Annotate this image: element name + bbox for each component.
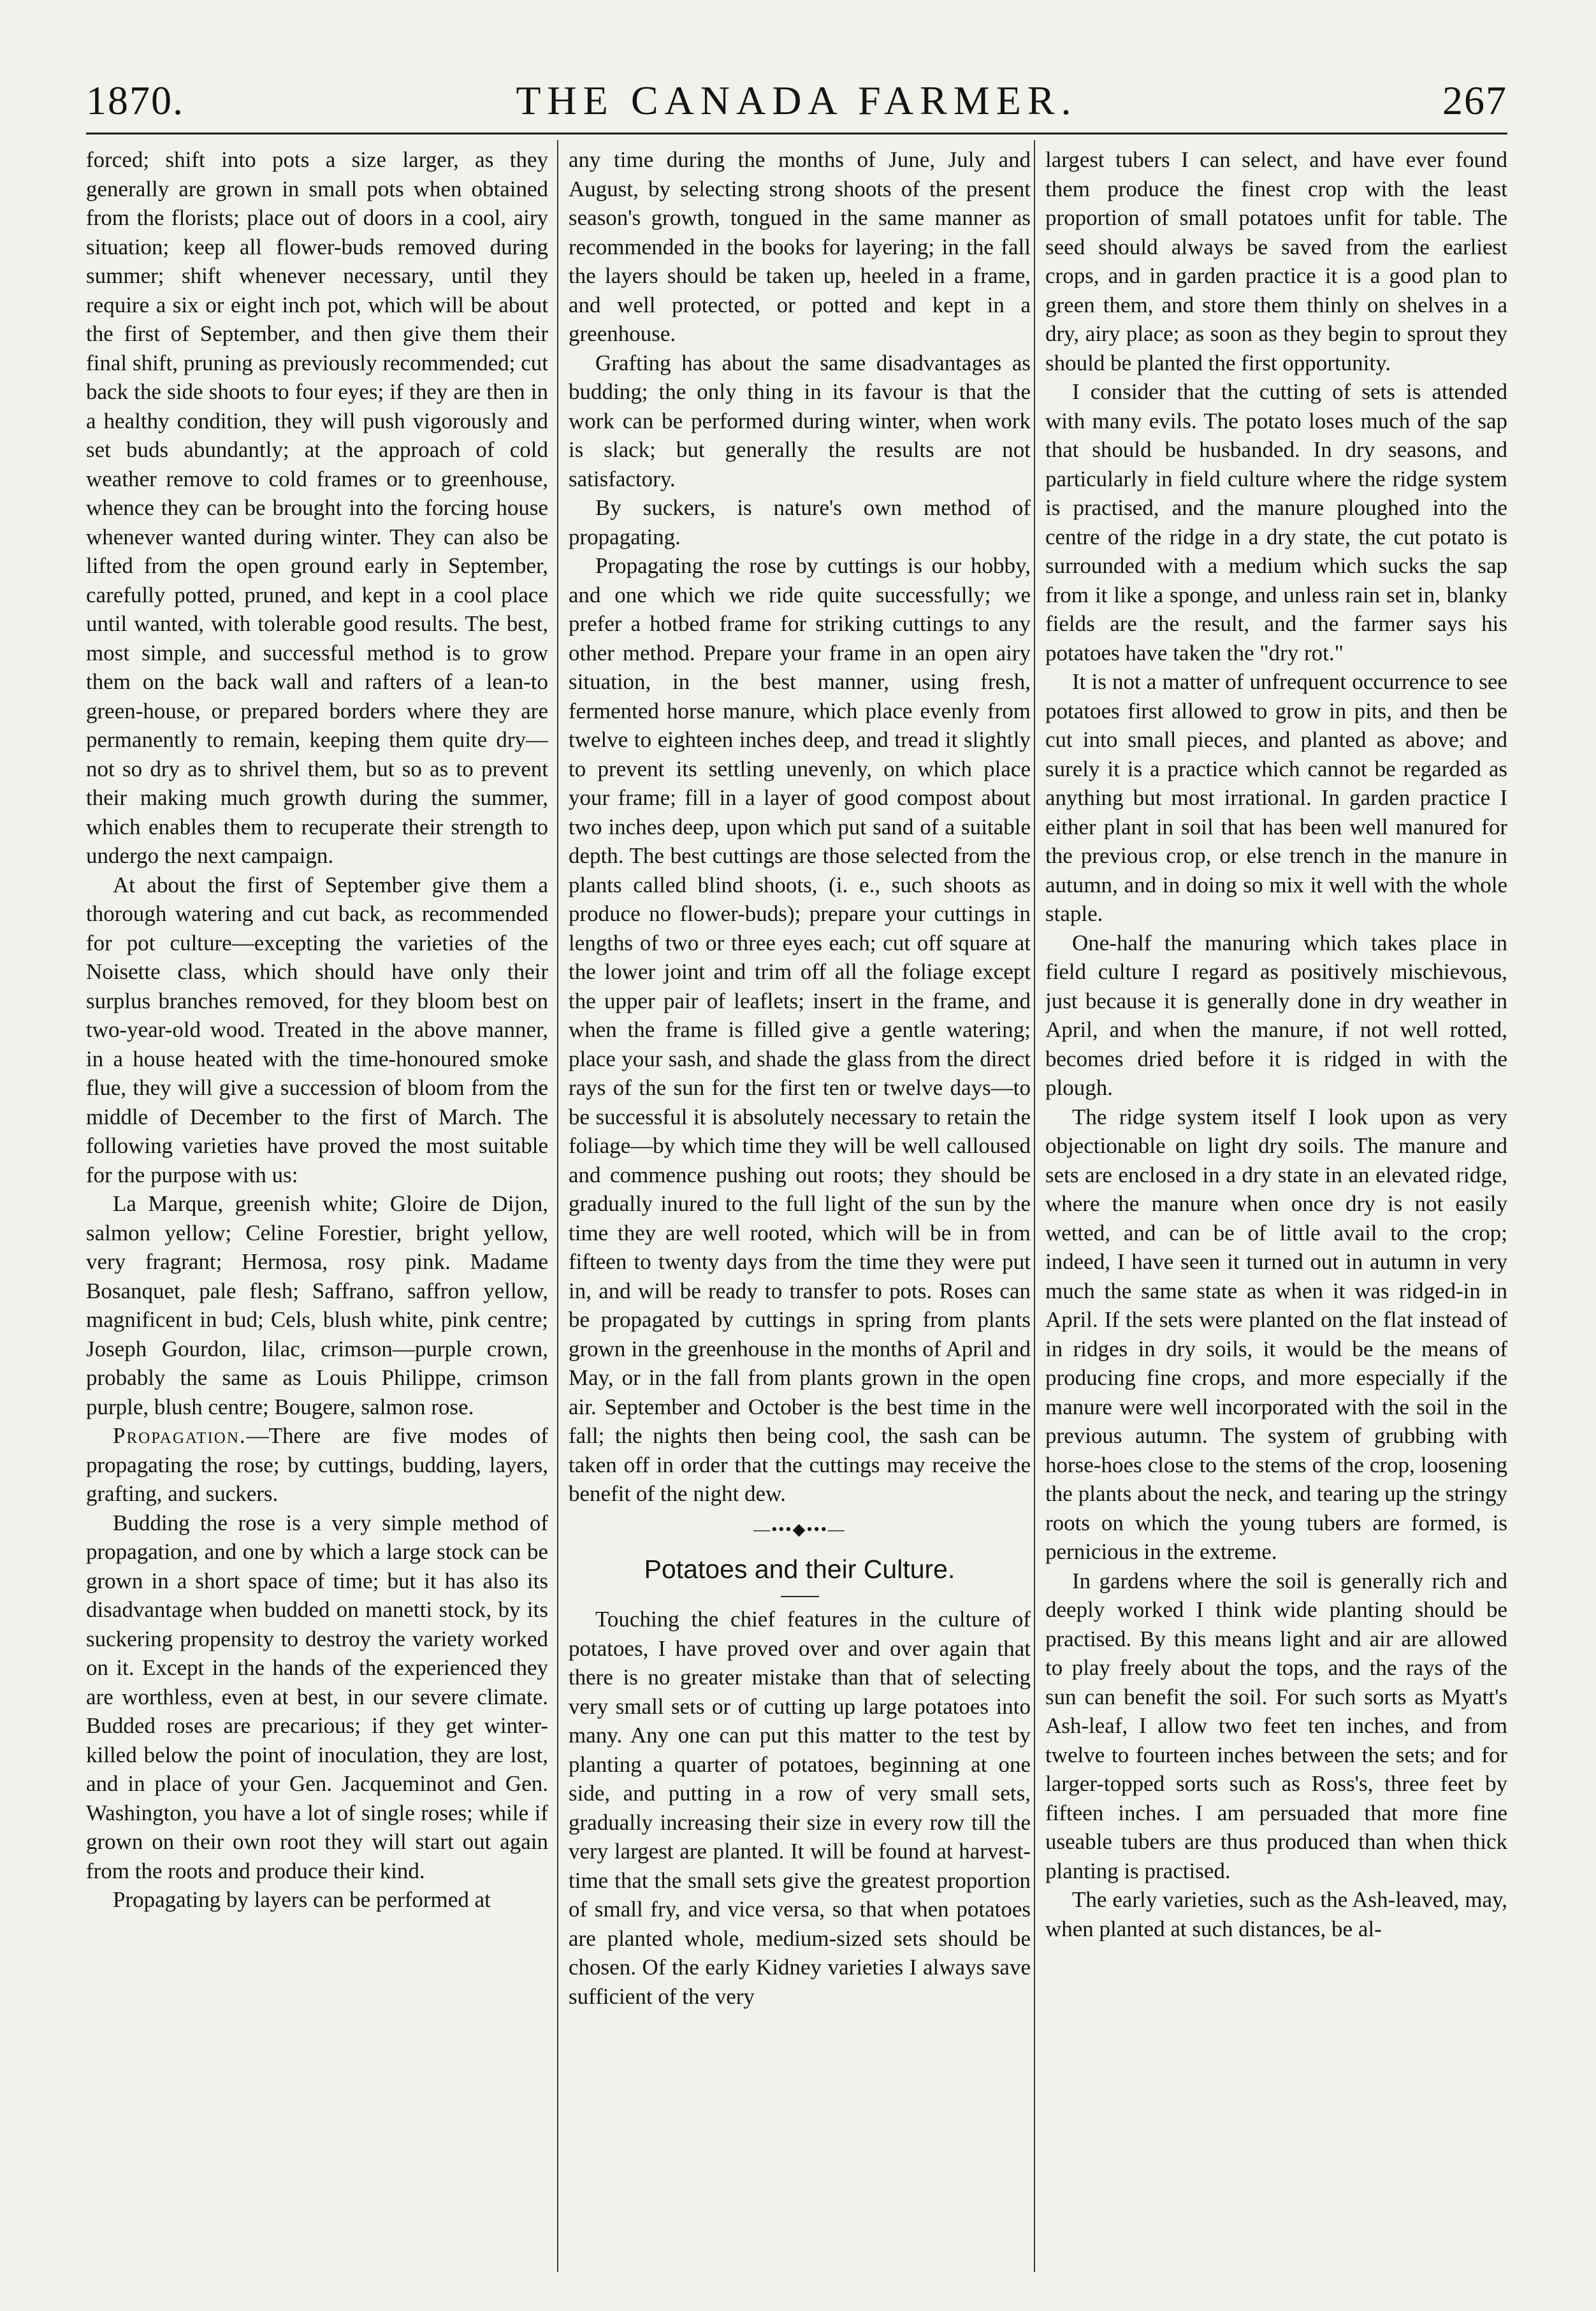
page-number: 267 — [1442, 78, 1507, 123]
paragraph: Budding the rose is a very simple method of propagation, and one by which a large stock can be grown in a short space of time; but it has also its disadvantage when budded on manetti stock, by its suckering propensity to destroy the variety worked on it. Except in the hands of the experienced they are worthless, even at best, in our severe climate. Budded roses are precarious; if they get winter-killed below the point of inoculation, they are lost, and in place of your Gen. Jacqueminot and Gen. Washington, you have a lot of single roses; while if grown on their own root they will start out again from the roots and produce their kind. — [86, 1510, 548, 1883]
column-3 — [1045, 145, 1507, 2268]
paragraph — [86, 1421, 548, 1509]
run-in-heading: Propagation. — [113, 1423, 247, 1448]
paragraph: It is not a matter of unfrequent occurrence to see potatoes first allowed to grow in pits, and then be cut into small pieces, and planted as above; and surely it is a practice which cannot be regarded as anything but most irrational. In garden practice I either plant in soil that has been well manured for the previous crop, or else trench in the manure in autumn, and in doing so mix it well with the whole staple. — [1045, 669, 1507, 926]
paragraph: Propagating the rose by cuttings is our hobby, and one which we ride quite successfully; we prefer a hotbed frame for striking cuttings to any other method. Prepare your frame in an open airy situation, in the best manner, using fresh, fermented horse manure, which place evenly from twelve to eighteen inches deep, and tread it slightly to prevent its settling unevenly, on which place your frame; fill in a layer of good compost about two inches deep, upon which put sand of a suitable depth. The best cuttings are those selected from the plants called blind shoots, (i. e., such shoots as produce no flower-buds); prepare your cuttings in lengths of two or three eyes each; cut off square at the lower joint and trim off all the foliage except the upper pair of leaflets; insert in the frame, and when the frame is filled give a gentle watering; place your sash, and shade the glass from the direct rays of the sun for the first ten or twelve days—to be successful it is absolutely necessary to retain the foliage—by which time they will be well calloused and commence pushing out roots; they should be gradually inured to the full light of the sun by the time they are well rooted, which will be in from fifteen to twenty days from the time they were put in, and will be ready to transfer to pots. Roses can be propagated by cuttings in spring from plants grown in the greenhouse in the months of April and May, or in the fall from plants grown in the open air. September and October is the best time in the fall; the nights then being cool, the sash can be taken off in order that the cuttings may receive the benefit of the night dew. — [569, 553, 1031, 1506]
masthead-title: THE CANADA FARMER. — [516, 78, 1078, 123]
column-divider — [557, 140, 558, 2272]
paragraph: The ridge system itself I look upon as very objectionable on light dry soils. The manure and sets are enclosed in a dry state in an elevated ridge, where the manure when once dry is not easily wetted, and can be of little avail to the crop; indeed, I have seen it turned out in autumn in very much the same state as when it was ridged-in in April. If the sets were planted on the flat instead of in ridges in dry soils, it would be the means of producing fine crops, and more especially if the manure were well incorporated with the soil in the previous autumn. The system of grubbing with horse-hoes close to the stems of the crop, loosening the plants about the neck, and tearing up the stringy roots on which the young tubers are formed, is pernicious in the extreme. — [1045, 1104, 1507, 1564]
section-ornament: —•••◆•••— — [753, 1519, 846, 1539]
paragraph: La Marque, greenish white; Gloire de Dijon, salmon yellow; Celine Forestier, bright yellow, very fragrant; Hermosa, rosy pink. Madame Bosanquet, pale flesh; Saffrano, saffron yellow, magnificent in bud; Cels, blush white, pink centre; Joseph Gourdon, lilac, crimson—purple crown, probably the same as Louis Philippe, crimson purple, blush centre; Bougere, salmon rose. — [86, 1191, 548, 1419]
paragraph: By suckers, is nature's own method of propagating. — [569, 495, 1031, 549]
paragraph: At about the first of September give them a thorough watering and cut back, as recommended for pot culture—excepting the varieties of the Noisette class, which should have only their surplus branches removed, for they bloom best on two-year-old wood. Treated in the above manner, in a house heated with the time-honoured smoke flue, they will give a succession of bloom from the middle of December to the first of March. The following varieties have proved the most suitable for the purpose with us: — [86, 872, 548, 1187]
column-2 — [569, 145, 1031, 2268]
paragraph: largest tubers I can select, and have ever found them produce the finest crop with the least proportion of small potatoes unfit for table. The seed should always be saved from the earliest crops, and in garden practice it is a good plan to green them, and store them thinly on shelves in a dry, airy place; as soon as they begin to sprout they should be planted the first opportunity. — [1045, 147, 1507, 375]
paragraph: Grafting has about the same disadvantages as budding; the only thing in its favour is that the work can be performed during winter, when work is slack; but generally the results are not satisfactory. — [569, 350, 1031, 491]
page-header — [86, 75, 1507, 126]
column-divider — [1034, 140, 1035, 2272]
column-1 — [86, 145, 548, 2268]
heading-rule — [781, 1596, 819, 1597]
paragraph: The early varieties, such as the Ash-leaved, may, when planted at such distances, be al- — [1045, 1887, 1507, 1941]
paragraph: Touching the chief features in the culture of potatoes, I have proved over and over again that there is no greater mistake than that of selecting very small sets or of cutting up large potatoes into many. Any one can put this matter to the test by planting a quarter of potatoes, beginning at one side, and putting in a row of very small sets, gradually increasing their size in every row till the very largest are planted. It will be found at harvest-time that the small sets give the greatest proportion of small fry, and vice versa, so that when potatoes are planted whole, medium-sized sets should be chosen. Of the early Kidney varieties I always save sufficient of the very — [569, 1607, 1031, 2009]
paragraph: I consider that the cutting of sets is attended with many evils. The potato loses much of the sap that should be husbanded. In dry seasons, and particularly in field culture where the ridge system is practised, and the manure ploughed into the centre of the ridge in a dry state, the cut potato is surrounded with a medium which sucks the sap from it like a sponge, and unless rain set in, blanky fields are the result, and the farmer says his potatoes have taken the "dry rot." — [1045, 379, 1507, 665]
paragraph: forced; shift into pots a size larger, as they generally are grown in small pots when obtained from the florists; place out of doors in a cool, airy situation; keep all flower-buds removed during summer; shift whenever necessary, until they require a six or eight inch pot, which will be about the first of September, and then give them their final shift, pruning as previously recommended; cut back the side shoots to four eyes; if they are then in a healthy condition, they will push vigorously and set buds abundantly; at the approach of cold weather remove to cold frames or to greenhouse, whence they can be brought into the forcing house whenever wanted during winter. They can also be lifted from the open ground early in September, carefully potted, pruned, and kept in a cool place until wanted, with tolerable good results. The best, most simple, and successful method is to grow them on the back wall and rafters of a lean-to green-house, or prepared borders where they are permanently to remain, keeping them quite dry—not so dry as to shrivel them, but so as to prevent their making much growth during the summer, which enables them to recuperate their strength to undergo the next campaign. — [86, 147, 548, 868]
paragraph: In gardens where the soil is generally rich and deeply worked I think wide planting should be practised. By this means light and air are allowed to play freely about the tops, and the rays of the sun can benefit the soil. For such sorts as Myatt's Ash-leaf, I allow two feet ten inches, and from twelve to fourteen inches between the sets; and for larger-topped sorts such as Ross's, three feet by fifteen inches. I am persuaded that more fine useable tubers are thus produced than when thick planting is practised. — [1045, 1568, 1507, 1883]
paragraph-text: —There are five modes of propagating the rose; by cuttings, budding, layers, grafting, and suckers. — [86, 1423, 548, 1506]
header-year: 1870. — [86, 78, 184, 123]
paragraph: Propagating by layers can be performed at — [113, 1887, 491, 1912]
article-heading: Potatoes and their Culture. — [644, 1554, 955, 1584]
paragraph: One-half the manuring which takes place in field culture I regard as positively mischievous, just because it is generally done in dry weather in April, and when the manure, if not well rotted, becomes dried before it is ridged in with the plough. — [1045, 930, 1507, 1100]
header-rule — [86, 133, 1507, 134]
paragraph: any time during the months of June, July and August, by selecting strong shoots of the present season's growth, tongued in the same manner as recommended in the books for layering; in the fall the layers should be taken up, heeled in a frame, and well protected, or potted and kept in a greenhouse. — [569, 147, 1031, 346]
